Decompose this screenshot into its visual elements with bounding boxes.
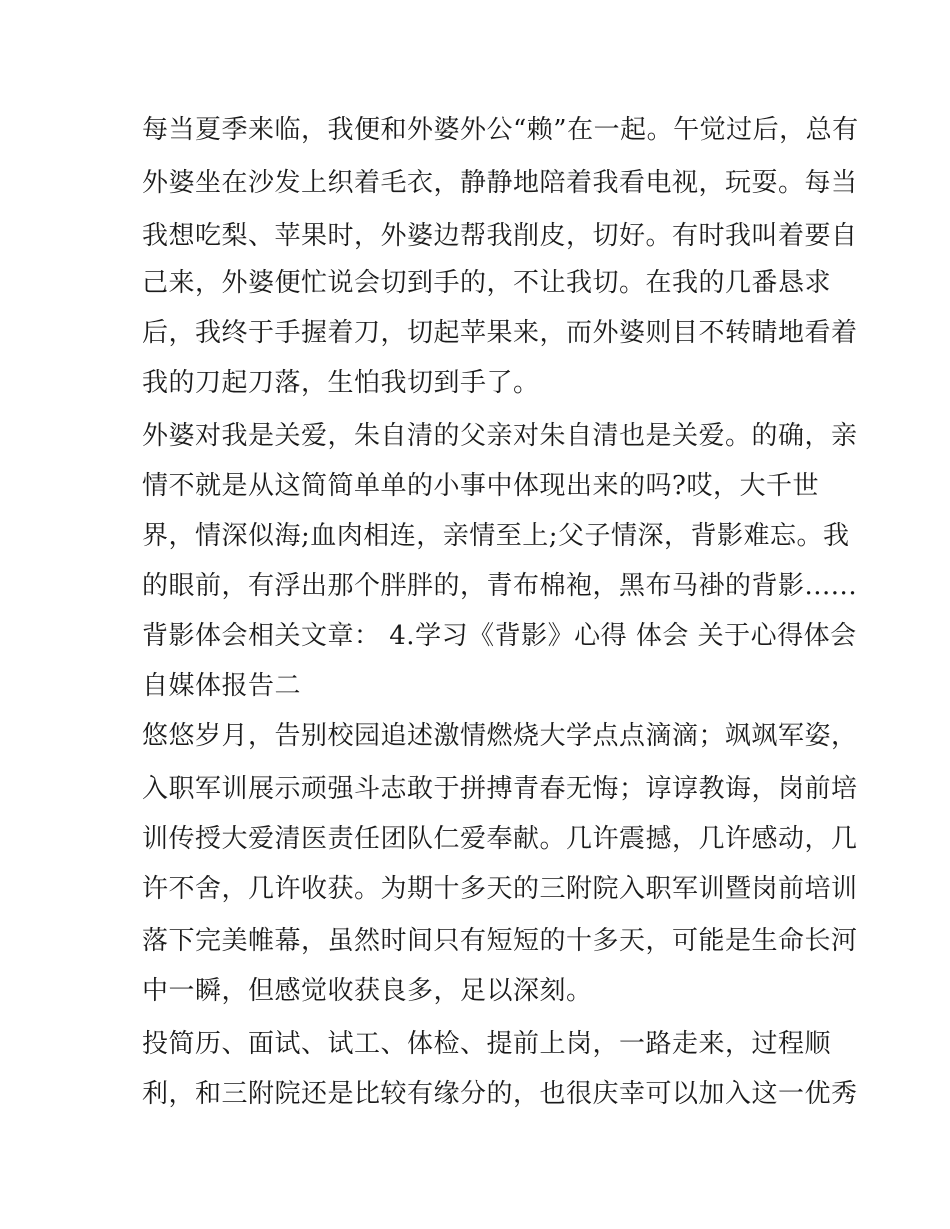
text-line: 入职军训展示顽强斗志敢于拼搏青春无悔；谆谆教诲，岗前培 [142, 774, 858, 804]
text-line: 投简历、面试、试工、体检、提前上岗，一路走来，过程顺 [142, 1029, 832, 1059]
text-line: 外婆坐在沙发上织着毛衣，静静地陪着我看电视，玩耍。每当 [142, 168, 858, 198]
text-line: 每当夏季来临，我便和外婆外公“赖”在一起。午觉过后，总有 [142, 115, 859, 145]
text-line: 悠悠岁月，告别校园追述激情燃烧大学点点滴滴；飒飒军姿， [142, 721, 858, 751]
text-line: 我的刀起刀落，生怕我切到手了。 [142, 368, 540, 398]
text-line: 情不就是从这简简单单的小事中体现出来的吗?哎，大千世 [142, 471, 819, 501]
text-line: 的眼前，有浮出那个胖胖的，青布棉袍，黑布马褂的背影...... [142, 571, 858, 601]
text-line: 我想吃梨、苹果时，外婆边帮我削皮，切好。有时我叫着要自 [142, 221, 858, 251]
text-line: 中一瞬，但感觉收获良多，足以深刻。 [142, 976, 593, 1006]
text-line: 训传授大爱清医责任团队仁爱奉献。几许震撼，几许感动，几 [142, 824, 858, 854]
text-line: 落下完美帷幕，虽然时间只有短短的十多天，可能是生命长河 [142, 926, 858, 956]
text-line: 后，我终于手握着刀，切起苹果来，而外婆则目不转睛地看着 [142, 318, 858, 348]
text-line: 外婆对我是关爱，朱自清的父亲对朱自清也是关爱。的确，亲 [142, 421, 858, 451]
text-line: 自媒体报告二 [142, 671, 302, 701]
text-line: 利，和三附院还是比较有缘分的，也很庆幸可以加入这一优秀 [142, 1079, 858, 1109]
text-line: 许不舍，几许收获。为期十多天的三附院入职军训暨岗前培训 [142, 874, 858, 904]
text-line: 己来，外婆便忙说会切到手的，不让我切。在我的几番恳求 [142, 268, 832, 298]
text-line: 界，情深似海;血肉相连，亲情至上;父子情深，背影难忘。我 [142, 521, 850, 551]
text-line: 背影体会相关文章： 4.学习《背影》心得 体会 关于心得体会 [142, 621, 857, 651]
